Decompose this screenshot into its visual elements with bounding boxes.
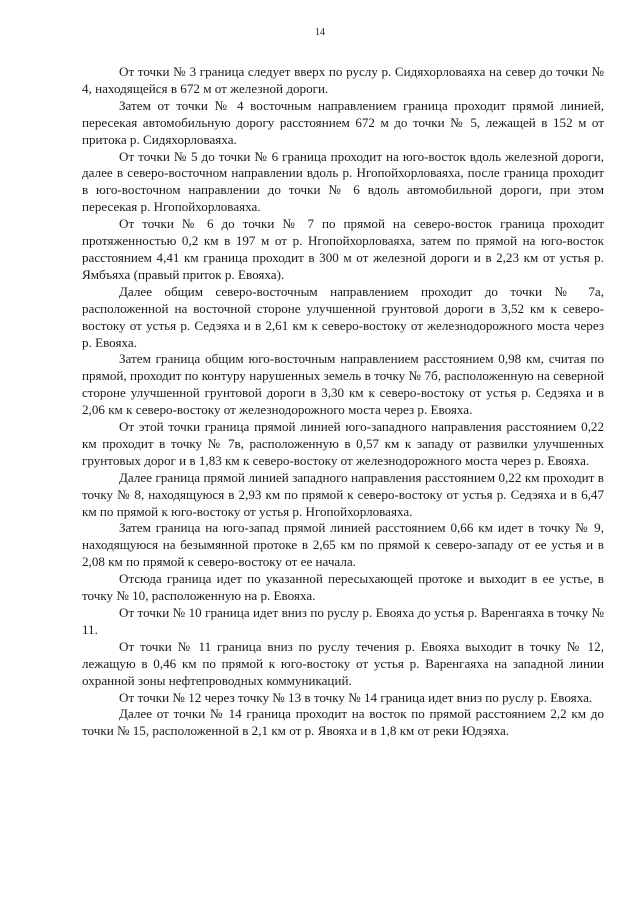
paragraph: Далее от точки № 14 граница проходит на восток по прямой расстоянием 2,2 км до точки № 15, расположенной в 2,1 км от р. Явояха и в 1,8 км от реки Юдэяха. xyxy=(82,706,604,739)
paragraph: От точки № 12 через точку № 13 в точку № 14 граница идет вниз по руслу р. Евояха. xyxy=(119,689,593,705)
paragraph: От точки № 11 граница вниз по руслу течения р. Евояха выходит в точку № 12, лежащую в 0,46 км по прямой к юго-востоку от устья р. Варенгаяха на западной линии охранной зоны нефтепроводных коммуникаций. xyxy=(82,638,604,688)
paragraph: От точки № 6 до точки № 7 по прямой на северо-восток граница проходит протяженностью 0,2 км в 197 м от р. Нгопойхорловаяха, затем по прямой на юго-восток расстоянием 4,41 км граница проходит в 300 м от железной дороги и в 2,23 км от устья р. Ямбъяха (правый приток р. Евояха). xyxy=(82,216,604,282)
paragraph: От точки № 10 граница идет вниз по руслу р. Евояха до устья р. Варенгаяха в точку № 11. xyxy=(82,605,604,637)
paragraph: От точки № 3 граница следует вверх по руслу р. Сидяхорловаяха на север до точки № 4, находящейся в 672 м от железной дороги. xyxy=(82,64,604,96)
paragraph: От точки № 5 до точки № 6 граница проходит на юго-восток вдоль железной дороги, далее в северо-восточном направлении вдоль р. Нгопойхорловаяха, после граница проходит в юго-восточном направлении до точки № 6 вдоль автомобильной дороги, при этом пересекая р. Нгопойхорловаяха. xyxy=(82,148,604,215)
page-number: 14 xyxy=(315,27,325,38)
paragraph: Затем от точки № 4 восточным направлением граница проходит прямой линией, пересекая автомобильную дорогу расстоянием 672 м до точки № 5, лежащей в 152 м от притока р. Сидяхорловаяха. xyxy=(82,97,604,147)
paragraph: Затем граница общим юго-восточным направлением расстоянием 0,98 км, считая по прямой, проходит по контуру нарушенных земель в точку № 7б, расположенную на северной стороне улучшенной грунтовой дороги в 3,30 км к северо-востоку от устья р. Седэяха и в 2,06 км к северо-востоку от железнодорожного моста через р. Евояха. xyxy=(82,351,604,418)
paragraph: От этой точки граница прямой линией юго-западного направления расстоянием 0,22 км проходит в точку № 7в, расположенную в 0,57 км к западу от развилки улучшенных грунтовых дорог и в 1,83 км к северо-востоку от железнодорожного моста через р. Евояха. xyxy=(82,419,604,468)
paragraph: Отсюда граница идет по указанной пересыхающей протоке и выходит в ее устье, в точку № 10, расположенную на р. Евояха. xyxy=(82,571,604,604)
paragraph: Затем граница на юго-запад прямой линией расстоянием 0,66 км идет в точку № 9, находящуюся на безымянной протоке в 2,65 км по прямой к северо-западу от ее устья и в 2,08 км по прямой к северо-востоку от ее начала. xyxy=(82,520,604,570)
paragraph: Далее граница прямой линией западного направления расстоянием 0,22 км проходит в точку № 8, находящуюся в 2,93 км по прямой к северо-востоку от устья р. Седэяха и в 6,47 км по прямой к юго-востоку от устья р. Нгопойхорловаяха. xyxy=(82,469,604,519)
document-body xyxy=(82,64,604,740)
paragraph: Далее общим северо-восточным направлением проходит до точки № 7а, расположенной на восточной стороне улучшенной грунтовой дороги в 3,52 км к северо-востоку от устья р. Седэяха и в 2,61 км к северо-востоку от железнодорожного моста через р. Евояха. xyxy=(82,283,604,350)
